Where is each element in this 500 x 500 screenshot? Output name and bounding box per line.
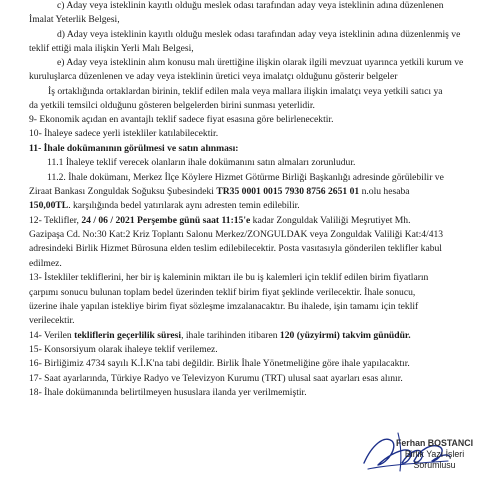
clause-13-line1: 13- İstekliler tekliflerini, her bir iş kaleminin miktarı ile bu iş kalemleri için teklif edilen birim fiyatların xyxy=(29,272,429,283)
clause-11-heading: 11- İhale dokümanının görülmesi ve satın alınması: xyxy=(29,143,239,154)
iban-number: TR35 0001 0015 7930 8756 2651 01 xyxy=(216,186,360,197)
item-c-line2: İmalat Yeterlik Belgesi, xyxy=(29,14,120,25)
item-e-line1: e) Aday veya isteklinin alım konusu malı ürettiğine ilişkin olarak ilgili mevzuat uyarınca yetkili kurum ve xyxy=(57,57,464,68)
signature-block xyxy=(396,438,473,471)
clause-10: 10- İhaleye sadece yerli istekliler katılabilecektir. xyxy=(29,128,219,139)
clause-13-line2: çarpımı sonucu bulunan toplam bedel üzerinden teklif birim fiyat şeklinde verilecektir. İhale sonucu, xyxy=(29,287,416,298)
clause-13-line4: verilecektir. xyxy=(29,315,75,326)
clause-14-mid: , ihale tarihinden itibaren xyxy=(181,330,280,341)
bid-deadline: 24 / 06 / 2021 Perşembe günü saat 11:15'e xyxy=(81,215,251,226)
validity-term: tekliflerin geçerlilik süresi xyxy=(74,330,182,341)
clause-11-2-line1: 11.2. İhale dokümanı, Merkez İlçe Köylere Hizmet Götürme Birliği Başkanlığı adresinde görülebilir ve xyxy=(47,172,444,183)
document-fee: 150,00TL xyxy=(29,200,69,211)
item-d-line2: teklif ettiği mala ilişkin Yerli Malı Belgesi, xyxy=(29,43,194,54)
clause-12-prefix: 12- Teklifler, xyxy=(29,215,82,226)
clause-12-line4: edilmez. xyxy=(29,258,62,269)
signatory-title-line2: Sorumlusu xyxy=(413,460,456,470)
clause-13-line3: üzerine ihale yapılan istekliye birim fiyat sözleşme imzalanacaktır. Bu ihalede, işin tamamı için teklif xyxy=(29,301,419,312)
clause-11-1: 11.1 İhaleye teklif verecek olanların ihale dokümanını satın almaları zorunludur. xyxy=(47,157,356,168)
clause-12-line3: adresindeki Birlik Hizmet Bürosuna elden teslim edilebilecektir. Posta vasıtasıyla gönderilen teklifler kabul xyxy=(29,243,442,254)
bank-branch-text: Ziraat Bankası Zonguldak Soğuksu Şubesindeki xyxy=(29,186,217,197)
clause-14-prefix: 14- Verilen xyxy=(29,330,75,341)
clause-14 xyxy=(29,330,411,341)
clause-12-suffix: kadar Zonguldak Valiliği Meşrutiyet Mh. xyxy=(250,215,411,226)
clause-15: 15- Konsorsiyum olarak ihaleye teklif verilemez. xyxy=(29,344,218,355)
clause-9: 9- Ekonomik açıdan en avantajlı teklif sadece fiyat esasına göre belirlenecektir. xyxy=(29,114,334,125)
clause-17: 17- Saat ayarlarında, Türkiye Radyo ve Televizyon Kurumu (TRT) ulusal saat ayarları esas alınır. xyxy=(29,373,403,384)
clause-11-2-line3 xyxy=(29,200,300,211)
item-c-line1: c) Aday veya isteklinin kayıtlı olduğu meslek odası tarafından aday veya isteklinin adına düzenlenen xyxy=(57,0,444,11)
item-d-line1: d) Aday veya isteklinin kayıtlı olduğu meslek odası tarafından aday veya isteklinin adına düzenlenmiş ve xyxy=(57,29,461,40)
signatory-title-line1: Birlik Yazı İşleri xyxy=(404,449,465,459)
fee-rest-text: . karşılığında bedel yatırılarak aynı adresten temin edilebilir. xyxy=(68,200,300,211)
clause-16: 16- Birliğimiz 4734 sayılı K.İ.K'na tabi değildir. Birlik İhale Yönetmeliğine göre ihale yapılacaktır. xyxy=(29,358,410,369)
partnership-line2: da yetkili temsilci olduğunu gösteren belgelerden birini sunması yeterlidir. xyxy=(29,100,315,111)
account-suffix-text: n.olu hesaba xyxy=(359,186,410,197)
clause-12-line1 xyxy=(29,215,411,226)
clause-18: 18- İhale dokümanında belirtilmeyen hususlara ilanda yer verilmemiştir. xyxy=(29,387,307,398)
item-e-line2: kuruluşlarca düzenlenen ve aday veya isteklinin üretici veya imalatçı olduğunu gösterir belgeler xyxy=(29,71,398,82)
signatory-name: Ferhan BOSTANCI xyxy=(396,438,474,448)
clause-11-2-line2 xyxy=(29,186,410,197)
validity-duration: 120 (yüzyirmi) takvim günüdür. xyxy=(279,330,411,341)
clause-12-line2: Gazipaşa Cd. No:30 Kat:2 Kriz Toplantı Salonu Merkez/ZONGULDAK veya Zonguldak Valiliği Kat:4/413 xyxy=(29,229,444,240)
partnership-line1: İş ortaklığında ortaklardan birinin, teklif edilen mala veya mallara ilişkin imalatçı veya yetkili satıcı ya xyxy=(48,86,443,97)
